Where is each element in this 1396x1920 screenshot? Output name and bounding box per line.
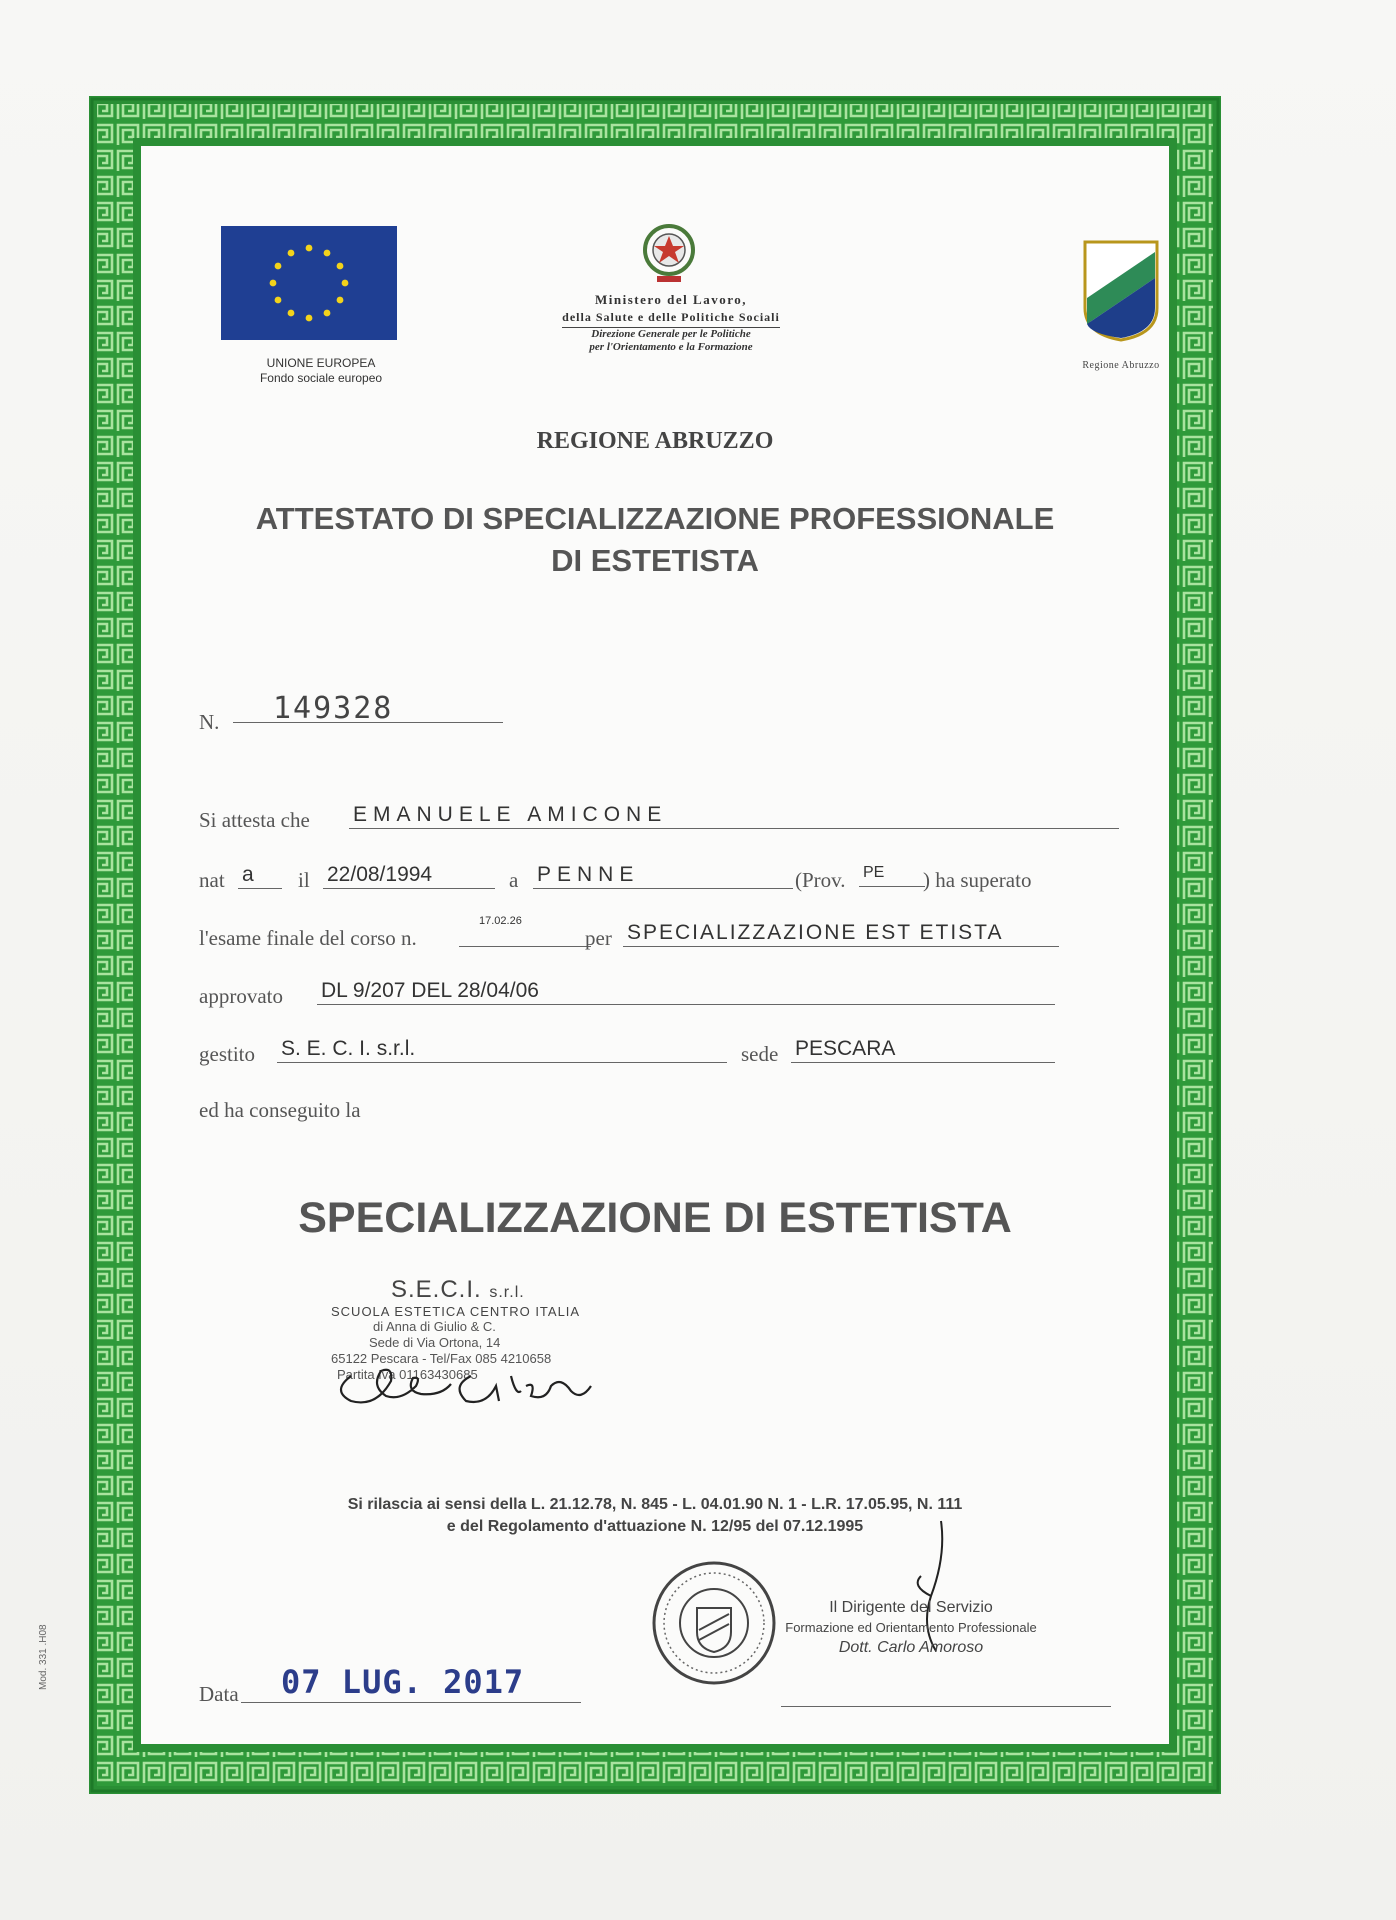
venue-city: PESCARA: [791, 1036, 1055, 1063]
eu-caption: [221, 356, 421, 386]
abruzzo-shield-icon: [1081, 238, 1161, 342]
birth-place: PENNE: [533, 862, 793, 889]
course-name: SPECIALIZZAZIONE EST ETISTA: [623, 920, 1059, 947]
title-line2: DI ESTETISTA: [551, 543, 759, 578]
number-label: N.: [199, 710, 220, 734]
managing-body: S. E. C. I. s.r.l.: [277, 1036, 727, 1063]
approval-reference: DL 9/207 DEL 28/04/06: [317, 978, 1055, 1005]
stamp-line5: Partita Iva 01163430685: [337, 1367, 478, 1382]
recipient-name: EMANUELE AMICONE: [349, 802, 1119, 829]
nat-label: nat: [199, 868, 225, 892]
legal-line2: e del Regolamento d'attuazione N. 12/95 del 07.12.1995: [446, 1518, 864, 1535]
a-label: a: [509, 868, 519, 892]
certificate-title: [141, 498, 1169, 582]
signature-line: [781, 1706, 1111, 1707]
director-line1: Il Dirigente del Servizio: [829, 1599, 993, 1616]
stamp-line3: Sede di Via Ortona, 14: [369, 1335, 501, 1350]
ministry-line4: per l'Orientamento e la Formazione: [589, 341, 753, 353]
ministry-line1: Ministero del Lavoro,: [595, 292, 747, 307]
stamp-line2: di Anna di Giulio & C.: [373, 1319, 496, 1334]
attesta-label: Si attesta che: [199, 808, 310, 832]
regional-seal-icon: [649, 1558, 779, 1688]
legal-line1: Si rilascia ai sensi della L. 21.12.78, N. 845 - L. 04.01.90 N. 1 - L.R. 17.05.95, N. 111: [347, 1496, 963, 1513]
ministry-line2: della Salute e delle Politiche Sociali: [562, 310, 780, 328]
prov-label: (Prov.: [795, 868, 846, 892]
per-label: per: [585, 926, 612, 950]
region-title: REGIONE ABRUZZO: [536, 428, 774, 454]
italian-emblem-icon: [639, 218, 699, 288]
abruzzo-caption: Regione Abruzzo: [1082, 360, 1160, 371]
date-label: Data: [199, 1682, 239, 1706]
ministry-header: [521, 292, 821, 354]
superato-label: ) ha superato: [923, 868, 1032, 892]
approvato-label: approvato: [199, 984, 283, 1008]
certificate-number: 149328: [233, 696, 503, 723]
eu-flag-icon: [221, 226, 397, 340]
course-number-field: [459, 915, 591, 947]
director-block: [781, 1598, 1041, 1658]
course-number: 17.02.26: [479, 915, 522, 927]
eu-caption-line2: Fondo sociale europeo: [259, 371, 383, 385]
stamp-line4: 65122 Pescara - Tel/Fax 085 4210658: [331, 1351, 552, 1366]
director-line2: Formazione ed Orientamento Professionale: [785, 1620, 1037, 1635]
gender-suffix: a: [238, 862, 282, 889]
stamp-line1: SCUOLA ESTETICA CENTRO ITALIA: [331, 1304, 581, 1319]
stamp-name-line: [331, 1276, 731, 1304]
stamp-name: S.E.C.I.: [391, 1276, 482, 1303]
certificate-body: [141, 146, 1169, 1744]
esame-label: l'esame finale del corso n.: [199, 926, 417, 950]
birth-province: PE: [859, 860, 925, 887]
eu-caption-line1: UNIONE EUROPEA: [266, 356, 376, 370]
qualification-title: SPECIALIZZAZIONE DI ESTETISTA: [298, 1194, 1012, 1242]
greek-key-frame: [89, 96, 1221, 1794]
gestito-label: gestito: [199, 1042, 255, 1066]
stamp-suffix: s.r.l.: [489, 1284, 525, 1301]
form-code: Mod. 331 .H08: [38, 1624, 49, 1690]
il-label: il: [298, 868, 310, 892]
legal-basis: [141, 1494, 1169, 1538]
director-name: Dott. Carlo Amoroso: [838, 1639, 984, 1656]
sede-label: sede: [741, 1042, 779, 1066]
ministry-line3: Direzione Generale per le Politiche: [591, 328, 751, 340]
title-line1: ATTESTATO DI SPECIALIZZAZIONE PROFESSIONALE: [255, 501, 1055, 536]
birth-date: 22/08/1994: [323, 862, 495, 889]
issue-date-stamp: 07 LUG. 2017: [241, 1662, 581, 1703]
school-signature-icon: [321, 1346, 621, 1416]
conseguito-label: ed ha conseguito la: [199, 1098, 361, 1122]
